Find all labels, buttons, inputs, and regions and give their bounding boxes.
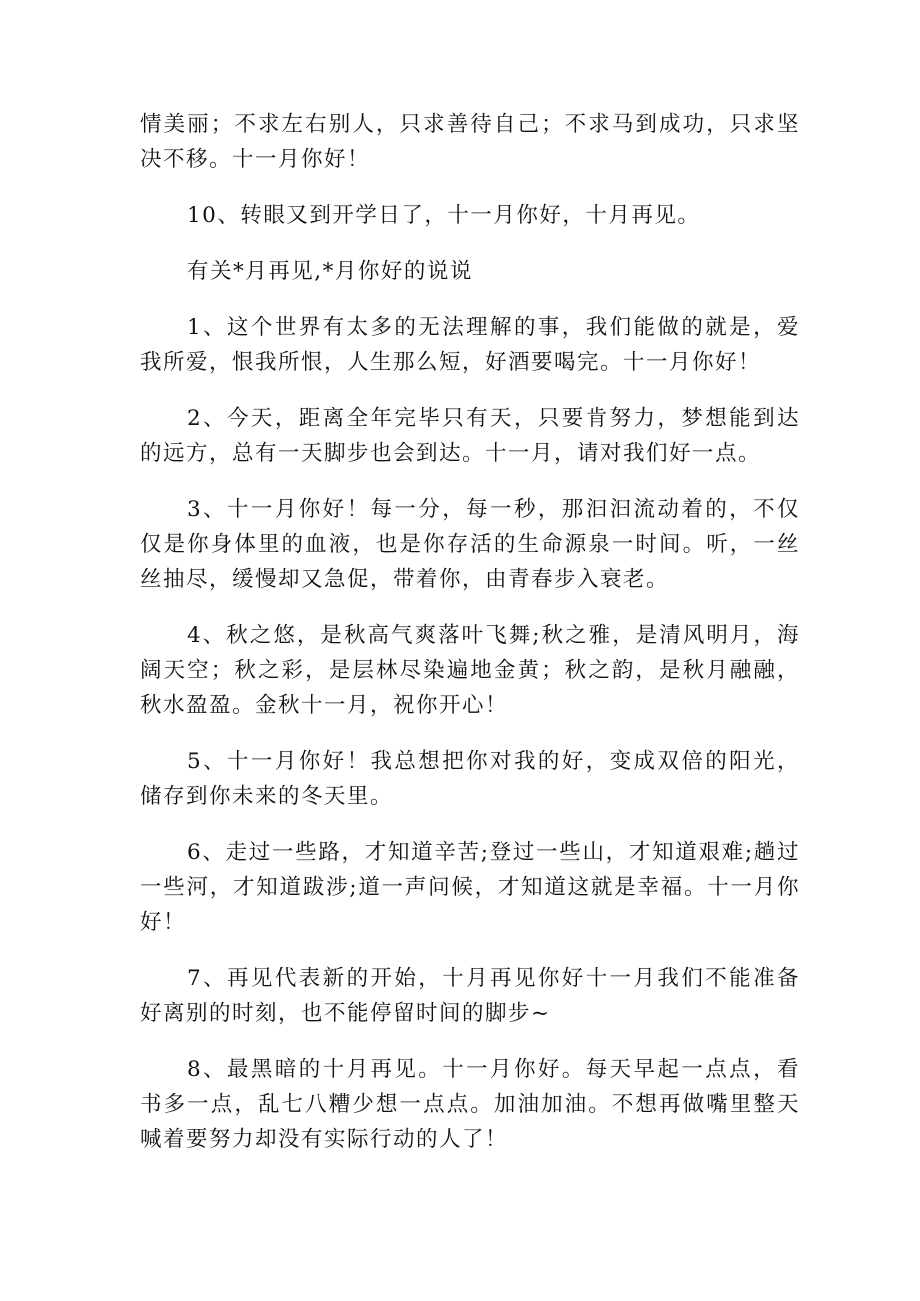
paragraph-item-10: 10、转眼又到开学日了，十一月你好，十月再见。: [187, 203, 701, 228]
paragraph-item-3: 3、十一月你好！每一分，每一秒，那汩汩流动着的，不仅仅是你身体里的血液，也是你存活的生命源泉一时间。听，一丝丝抽尽，缓慢却又急促，带着你，由青春步入衰老。: [140, 497, 800, 592]
paragraph-item-5: 5、十一月你好！我总想把你对我的好，变成双倍的阳光，储存到你未来的冬天里。: [140, 749, 800, 809]
paragraph-item-1: 1、这个世界有太多的无法理解的事，我们能做的就是，爱我所爱，恨我所恨，人生那么短，好酒要喝完。十一月你好！: [140, 315, 800, 375]
paragraph-item-8: 8、最黑暗的十月再见。十一月你好。每天早起一点点，看书多一点，乱七八糟少想一点点。加油加油。不想再做嘴里整天喊着要努力却没有实际行动的人了！: [140, 1057, 800, 1152]
paragraph-item-4: 4、秋之悠，是秋高气爽落叶飞舞;秋之雅，是清风明月，海阔天空；秋之彩，是层林尽染遍地金黄；秋之韵，是秋月融融，秋水盈盈。金秋十一月，祝你开心！: [140, 623, 800, 718]
section-heading: 有关*月再见,*月你好的说说: [187, 259, 473, 284]
paragraph-continuation: 情美丽；不求左右别人，只求善待自己；不求马到成功，只求坚决不移。十一月你好！: [140, 112, 800, 172]
document-body: [140, 107, 800, 1178]
paragraph-item-7: 7、再见代表新的开始，十月再见你好十一月我们不能准备好离别的时刻，也不能停留时间的脚步~: [140, 966, 800, 1026]
paragraph-item-2: 2、今天，距离全年完毕只有天，只要肯努力，梦想能到达的远方，总有一天脚步也会到达。十一月，请对我们好一点。: [140, 406, 800, 466]
paragraph-item-6: 6、走过一些路，才知道辛苦;登过一些山，才知道艰难;趟过一些河，才知道跋涉;道一声问候，才知道这就是幸福。十一月你好！: [140, 840, 800, 935]
